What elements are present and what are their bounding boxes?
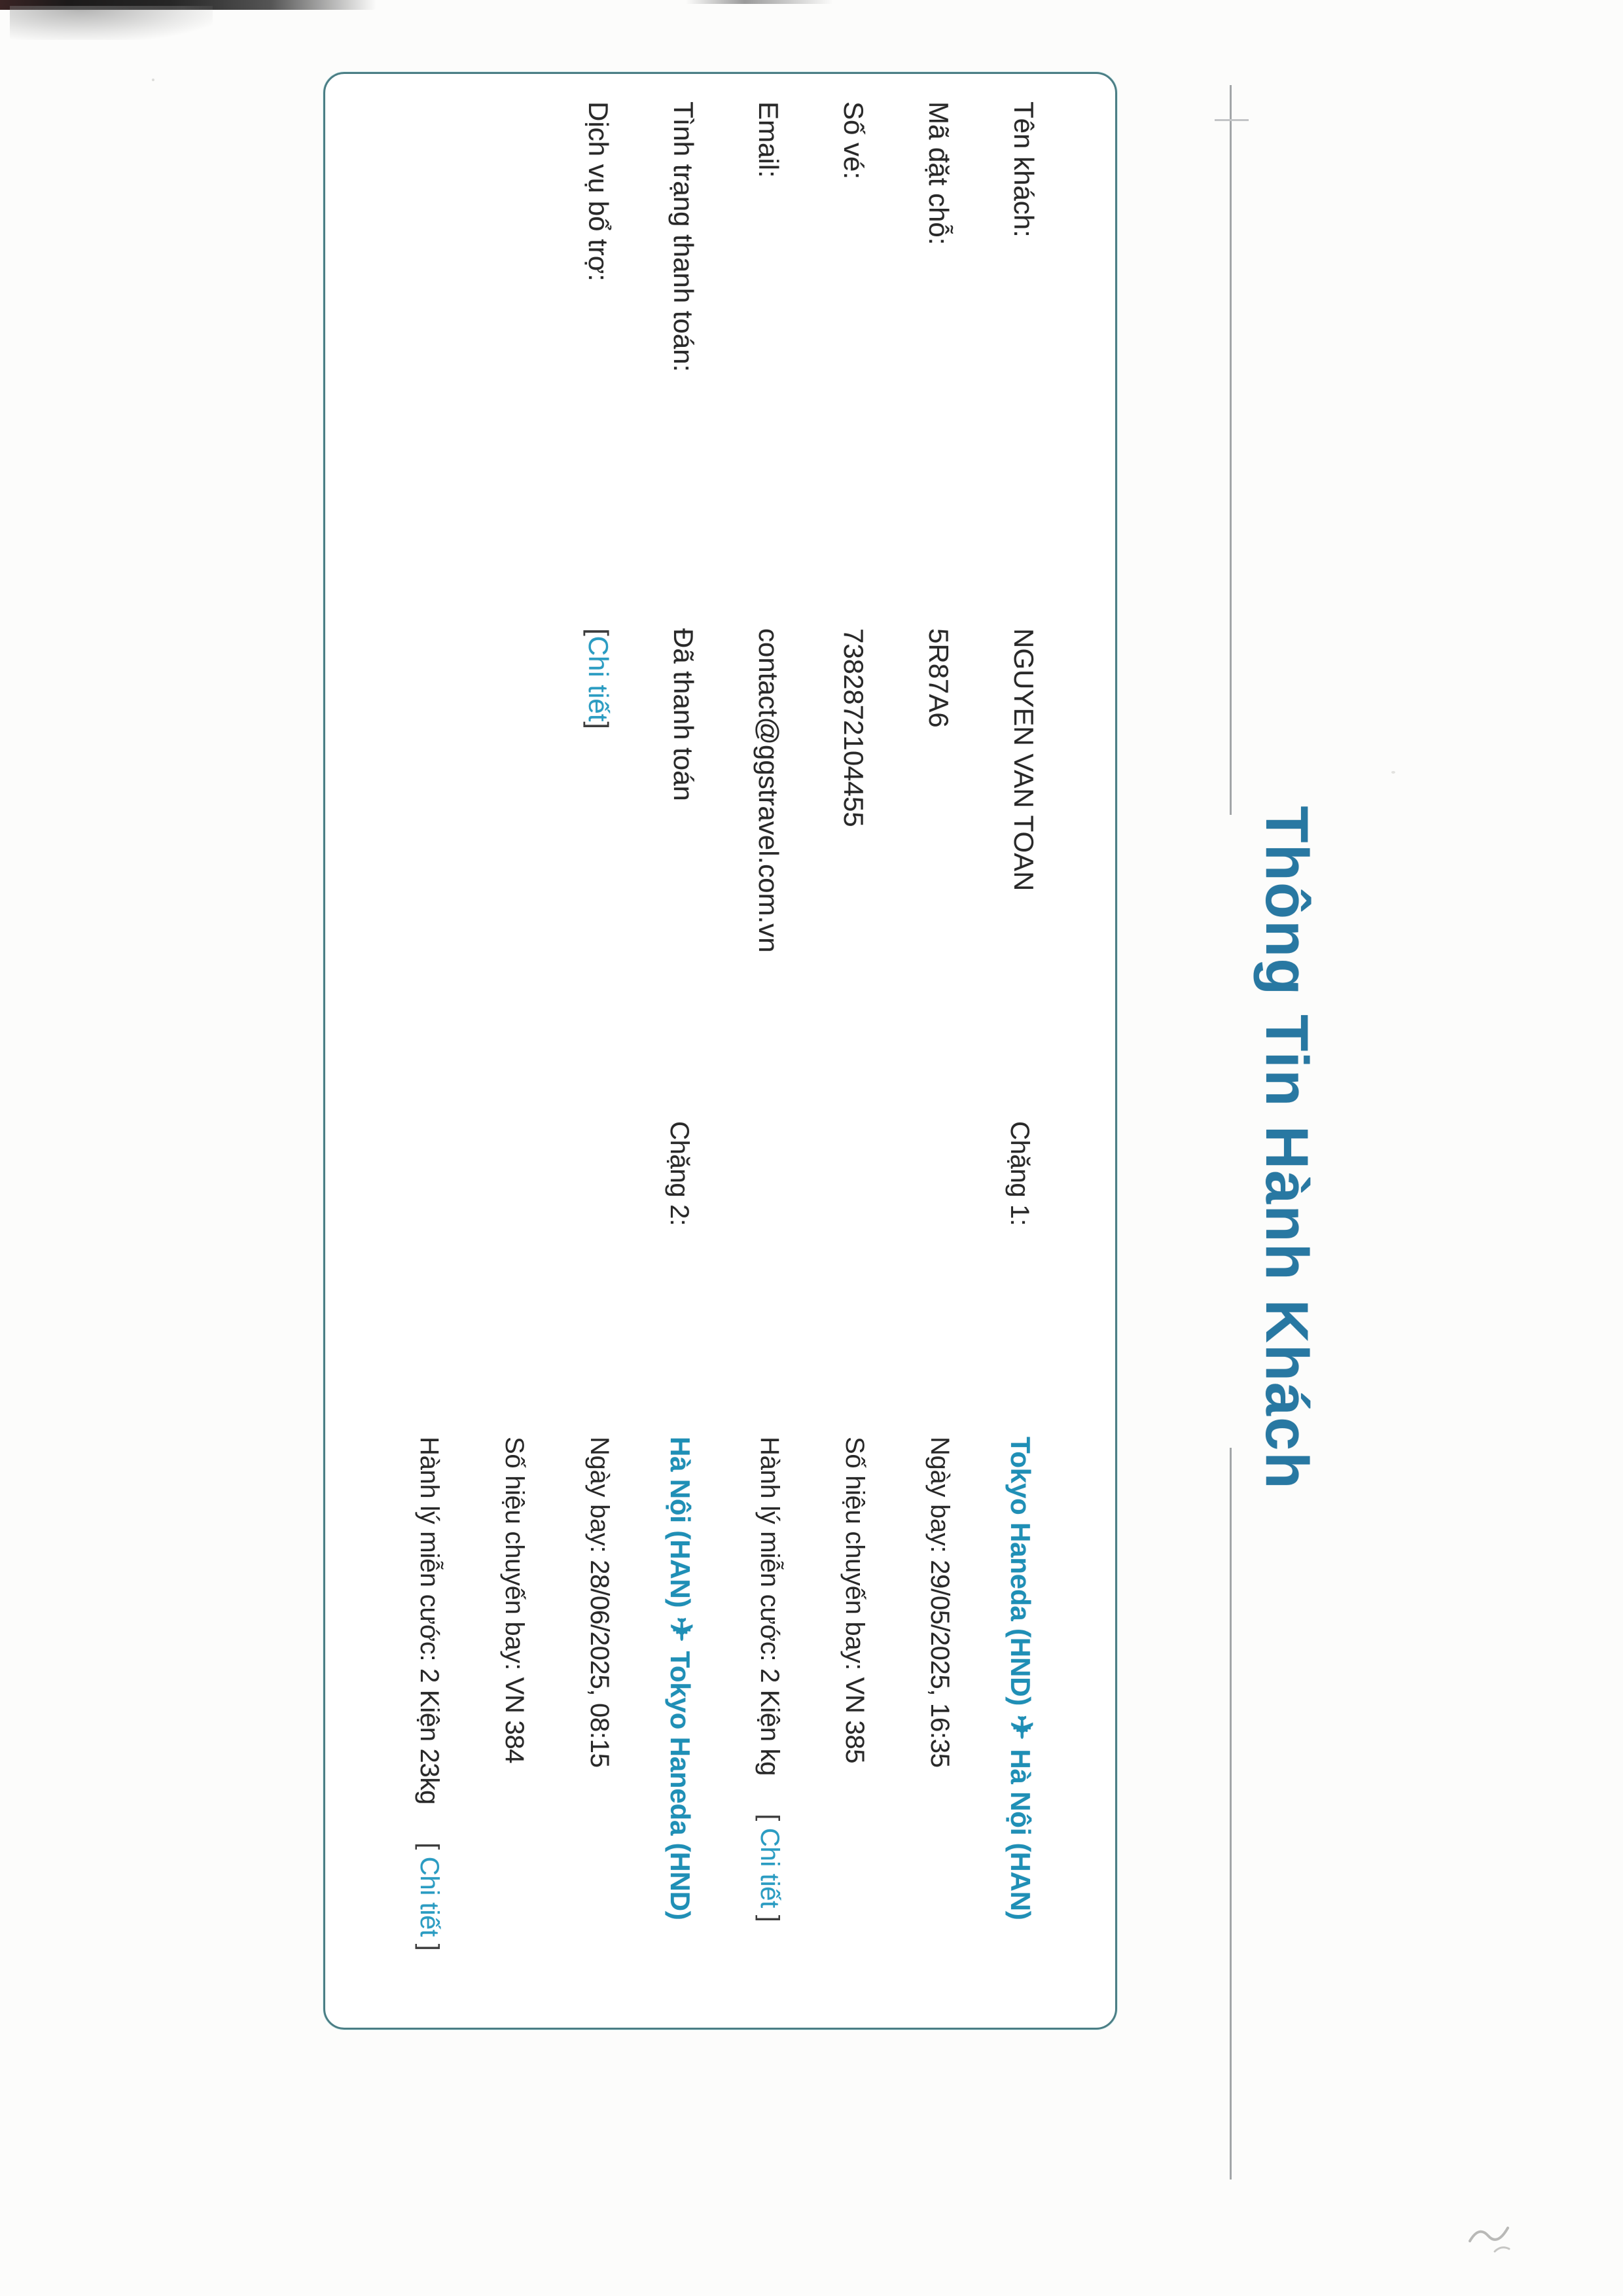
bracket-close: ] xyxy=(583,721,614,730)
bracket-open: [ xyxy=(415,1842,444,1857)
flight-1-label: Chặng 1: xyxy=(1005,1121,1034,1226)
field-label: Dịch vụ bổ trợ: xyxy=(583,101,614,281)
detail-label: Hành lý miễn cước: xyxy=(755,1437,784,1662)
detail-label: Số hiệu chuyến bay: xyxy=(500,1437,529,1670)
bracket-close: ] xyxy=(755,1907,784,1922)
field-value: Đã thanh toán xyxy=(668,628,699,801)
flight-1-route-row xyxy=(954,1121,1039,2260)
flight-2-date-row xyxy=(529,1121,614,2260)
link-text: Chi tiết xyxy=(755,1827,784,1908)
field-row-so-ve xyxy=(784,101,869,1096)
field-value: NGUYEN VAN TOAN xyxy=(1008,628,1039,891)
field-value: contact@ggstravel.com.vn xyxy=(753,628,784,953)
passenger-fields xyxy=(529,101,1039,1096)
field-row-ma-dat-cho xyxy=(869,101,954,1096)
rule-tick-mark xyxy=(1215,119,1249,121)
bracket-open: [ xyxy=(755,1814,784,1828)
flight-2-route-row xyxy=(614,1121,699,2260)
detail-label: Số hiệu chuyến bay: xyxy=(840,1437,869,1670)
field-value: 5R87A6 xyxy=(923,628,954,728)
field-row-dich-vu-bo-tro xyxy=(529,101,614,1096)
detail-label: Hành lý miễn cước: xyxy=(415,1437,444,1662)
flight-1-date-row xyxy=(869,1121,954,2260)
airplane-icon: ✈ xyxy=(664,1617,698,1642)
flight-1-number-row xyxy=(784,1121,869,2260)
route-to: Tokyo Haneda (HND) xyxy=(665,1651,696,1920)
detail-label: Ngày bay: xyxy=(925,1437,954,1553)
field-row-email xyxy=(699,101,784,1096)
flight-2-route xyxy=(664,1437,699,1920)
title-rule-right xyxy=(1230,1448,1232,2179)
field-label: Tình trạng thanh toán: xyxy=(668,101,699,372)
flight-1-route xyxy=(1004,1437,1039,1920)
field-label: Số vé: xyxy=(838,101,869,180)
route-to: Hà Nội (HAN) xyxy=(1005,1749,1036,1920)
bracket-open: [ xyxy=(583,628,614,636)
baggage-detail-link[interactable] xyxy=(755,1814,784,1922)
detail-value: 28/06/2025, 08:15 xyxy=(585,1560,614,1768)
flight-segments xyxy=(359,1121,1039,2260)
link-text: Chi tiết xyxy=(583,636,614,722)
detail-value: 2 Kiện kg xyxy=(755,1668,784,1776)
field-row-tinh-trang-thanh-toan xyxy=(614,101,699,1096)
airplane-icon: ✈ xyxy=(1005,1715,1039,1740)
flight-2-number-row xyxy=(444,1121,529,2260)
detail-label: Ngày bay: xyxy=(585,1437,614,1553)
detail-value: VN 385 xyxy=(840,1677,869,1764)
detail-value: 2 Kiện 23kg xyxy=(415,1668,444,1805)
route-from: Hà Nội (HAN) xyxy=(665,1437,696,1608)
field-value: 7382872104455 xyxy=(838,628,869,827)
route-from: Tokyo Haneda (HND) xyxy=(1005,1437,1036,1706)
field-label: Mã đặt chỗ: xyxy=(923,101,954,245)
detail-value: VN 384 xyxy=(500,1677,529,1764)
flight-2-baggage-row xyxy=(359,1121,444,2260)
bracket-close: ] xyxy=(415,1936,444,1951)
field-row-ten-khach xyxy=(954,101,1039,1096)
flight-1-baggage-row xyxy=(699,1121,784,2260)
field-label: Email: xyxy=(753,101,784,178)
extra-services-detail-link[interactable] xyxy=(582,628,614,729)
flight-2-label: Chặng 2: xyxy=(665,1121,694,1226)
field-label: Tên khách: xyxy=(1008,101,1039,238)
page-title: Thông Tin Hành Khách xyxy=(1253,806,1320,1490)
title-rule-left xyxy=(1230,85,1232,815)
baggage-detail-link[interactable] xyxy=(414,1842,444,1950)
detail-value: 29/05/2025, 16:35 xyxy=(925,1560,954,1768)
link-text: Chi tiết xyxy=(415,1856,444,1937)
